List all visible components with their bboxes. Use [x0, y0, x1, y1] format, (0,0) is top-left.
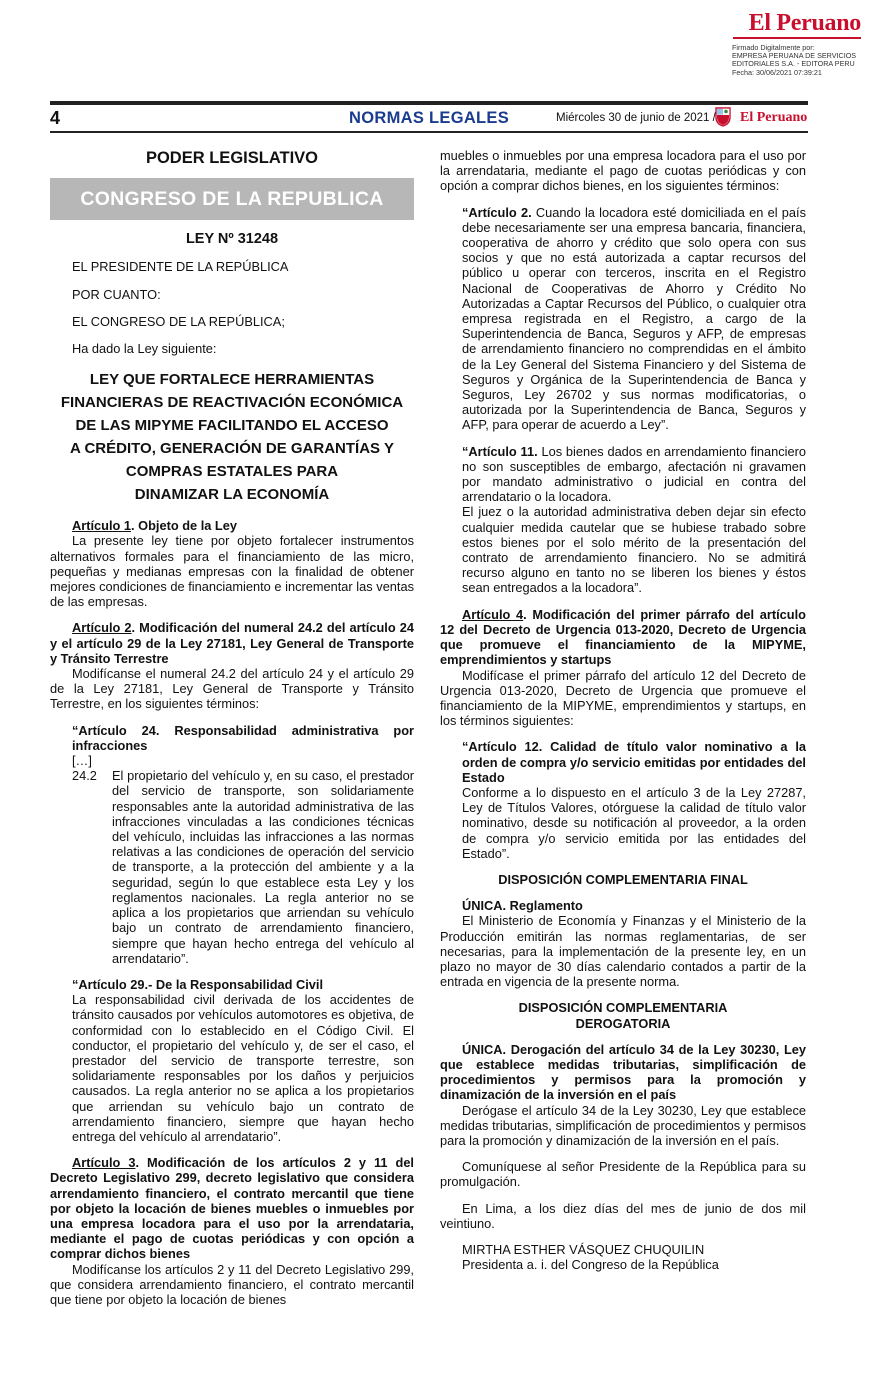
quoted-article-12: [440, 739, 806, 861]
article-heading-text: . Objeto de la Ley: [131, 518, 237, 534]
provision-text: El Ministerio de Economía y Finanzas y el Ministerio de la Producción emitirán las normas reglamentarias, de ser necesarias, para la implementación de la presente ley, en un plazo no mayor de 30 días calendario contados a partir de la entrada en vigencia de la presente norma.: [440, 913, 806, 990]
article-4-text: Modifícase el primer párrafo del artículo 12 del Decreto de Urgencia 013-2020, Decreto de Urgencia que promueve el financiamiento de la MIPYME, emprendimientos y startups, en los términos siguientes:: [440, 667, 806, 729]
digital-signature: [732, 44, 862, 77]
preamble-line: POR CUANTO:: [72, 286, 161, 302]
power-heading: PODER LEGISLATIVO: [145, 149, 319, 167]
quoted-article-text: El juez o la autoridad administrativa deben dejar sin efecto cualquier medida cautelar que se hubiese trabado sobre estos bienes por el solo mérito de la presentación del contrato de arrendamiento financiero. No se admitirá recurso alguno en tanto no se liberen los bienes y éstos sean entregados a la locadora”.: [462, 504, 806, 596]
article-3-continuation: muebles o inmuebles por una empresa locadora para el uso por la arrendataria, mediante el pago de cuotas periódicas y con opción a comprar dichos bienes, en los siguientes términos:: [440, 148, 806, 194]
law-number: LEY Nº 31248: [185, 231, 279, 248]
coat-of-arms-icon: [712, 105, 734, 127]
quoted-article-heading: “Artículo 12. Calidad de título valor nominativo a la orden de compra y/o servicio emitidas por entidades del Estado: [462, 739, 806, 785]
signature-line: Firmado Digitalmente por:: [732, 43, 815, 52]
logo-underline: [733, 37, 861, 39]
numeral-number: 24.2: [72, 768, 97, 784]
quoted-article-2: [440, 205, 806, 596]
article-label: Artículo 4: [462, 606, 524, 622]
quoted-article-text: Los bienes dados en arrendamiento financiero no son susceptibles de embargo, afectación ni gravamen por mandato administrativo o judicial en contra del arrendatario o la locadora.: [462, 443, 807, 505]
article-3-text: Modifícanse los artículos 2 y 11 del Decreto Legislativo 299, que considera arrendamiento financiero, el contrato mercantil que tiene por objeto la locación de bienes: [50, 1261, 414, 1307]
preamble-line: EL PRESIDENTE DE LA REPÚBLICA: [72, 259, 289, 275]
derogatory-heading: [440, 1000, 806, 1030]
quoted-article-text: La responsabilidad civil derivada de los accidentes de tránsito causados por vehículos automotores es objetiva, de conformidad con lo establecido en el Código Civil. El conductor, el propietario del vehículo y, de ser el caso, el prestador del servicio de transporte terrestre, son solidariamente responsables por los daños y perjuicios causados. La regla anterior no se aplica a los propietarios que arriendan su vehículo bajo un contrato de arrendamiento financiero, siempre que hayan hecho entrega del vehículo al arrendatario”.: [72, 992, 414, 1144]
quoted-article-heading: “Artículo 11.: [462, 443, 538, 459]
numeral-24-2: [72, 768, 414, 966]
header-brand: El Peruano: [740, 110, 808, 125]
header-rule-top: [50, 101, 808, 105]
quoted-article-heading: “Artículo 29.- De la Responsabilidad Civil: [72, 976, 324, 992]
derogatory-heading-line: DISPOSICIÓN COMPLEMENTARIA: [518, 1000, 728, 1016]
law-title-line: FINANCIERAS DE REACTIVACIÓN ECONÓMICA: [60, 394, 404, 412]
law-title-line: DINAMIZAR LA ECONOMÍA: [134, 486, 330, 504]
provision-heading: ÚNICA. Reglamento: [462, 898, 583, 914]
article-4-heading: [440, 607, 806, 668]
article-2-text: Modifícanse el numeral 24.2 del artículo 24 y el artículo 29 de la Ley 27181, Ley General de Transporte y Tránsito Terrestre, en los siguientes términos:: [50, 666, 414, 712]
signature-line: EDITORIALES S.A. - EDITORA PERU: [732, 59, 855, 69]
article-heading-text: . Modificación del numeral 24.2 del artículo 24 y el artículo 29 de la Ley 27181, Ley General de Transporte y Tránsito Terrestre: [50, 620, 414, 666]
article-heading-text: . Modificación de los artículos 2 y 11 del Decreto Legislativo 299, decreto legislativo que considera arrendamiento financiero, el contrato mercantil que tiene por objeto la locación de bienes muebles o inmuebles por una empresa locadora para el uso por la arrendataria, mediante el pago de cuotas periódicas y con opción a comprar dichos bienes: [50, 1155, 414, 1262]
right-column: [440, 148, 806, 1272]
signature-line: Fecha: 30/06/2021 07:39:21: [732, 67, 822, 77]
quoted-article-text: Conforme a lo dispuesto en el artículo 3 de la Ley 27287, Ley de Títulos Valores, otórguese la calidad de título valor nominativo, desde su notificación al proveedor, a la orden de compra y/o servicio emitida por las entidades del Estado”.: [462, 784, 806, 861]
quoted-article-text: Cuando la locadora esté domiciliada en el país debe necesariamente ser una empresa bancaria, financiera, cooperativa de ahorro y crédito que solo opera con sus socios y que no está autorizada a captar recursos del público u operar con terceros, inscrita en el Registro Nacional de Cooperativas de Ahorro y Crédito No Autorizadas a Captar Recursos del Público, o cualquier otra empresa registrada en el Registro, a cargo de la Superintendencia de Banca, Seguros y AFP, de empresas de arrendamiento financiero no comprendidas en el ámbito de la Ley General del Sistema Financiero y del Sistema de Seguros y Orgánica de la Superintendencia de Banca y Seguros, Ley 26702 y sus normas modificatorias, o autorizada por la Superintendencia de Banca, Seguros y AFP, para operar de acuerdo a Ley”.: [462, 204, 806, 433]
numeral-text: El propietario del vehículo y, en su caso, el prestador del servicio de transporte, son solidariamente responsables ante la autoridad administrativa de las infracciones vinculadas a las condiciones técnicas del vehículo, incluidas las infracciones a las normas relativas a las condiciones de operación del servicio de transporte, a la protección del ambiente y a la seguridad, según lo que establece esta Ley y los reglamentos nacionales. La regla anterior no se aplica a los propietarios que arriendan su vehículo bajo un contrato de arrendamiento financiero, siempre que hayan hecho entrega del vehículo al arrendatario”.: [112, 768, 414, 966]
preamble-line: Ha dado la Ley siguiente:: [72, 341, 217, 357]
final-provision-heading: DISPOSICIÓN COMPLEMENTARIA FINAL: [498, 871, 748, 887]
header-rule-bottom: [50, 131, 808, 133]
place-date-text: En Lima, a los diez días del mes de junio de dos mil veintiuno.: [440, 1200, 806, 1231]
quoted-article-heading: “Artículo 2.: [462, 204, 532, 220]
promulgation-text: Comuníquese al señor Presidente de la República para su promulgación.: [440, 1159, 806, 1190]
article-1-text: La presente ley tiene por objeto fortalecer instrumentos alternativos formales para el financiamiento de las micro, pequeñas y medianas empresas con la finalidad de obtener mejores condiciones de financiamiento e incrementar las ventas de las empresas.: [50, 533, 414, 610]
article-2-heading: [50, 620, 414, 666]
signature-line: EMPRESA PERUANA DE SERVICIOS: [732, 51, 857, 61]
law-title-line: A CRÉDITO, GENERACIÓN DE GARANTÍAS Y: [70, 440, 394, 458]
law-title: [50, 368, 414, 506]
provision-text: Derógase el artículo 34 de la Ley 30230, Ley que establece medidas tributarias, simplificación de procedimientos y permisos para la promoción y dinamización de la inversión en el país.: [440, 1102, 806, 1148]
congress-banner: CONGRESO DE LA REPUBLICA: [50, 178, 414, 220]
law-title-line: DE LAS MIPYME FACILITANDO EL ACCESO: [75, 417, 389, 435]
article-label: Artículo 3: [72, 1155, 136, 1171]
ellipsis: […]: [72, 753, 92, 769]
article-3-heading: [50, 1155, 414, 1261]
quoted-article-24: [50, 723, 414, 1144]
derogatory-heading-line: DEROGATORIA: [575, 1015, 671, 1031]
signer-name: MIRTHA ESTHER VÁSQUEZ CHUQUILIN: [462, 1242, 705, 1257]
page-number: 4: [50, 108, 61, 128]
signer-title: Presidenta a. i. del Congreso de la República: [462, 1257, 719, 1273]
law-title-line: COMPRAS ESTATALES PARA: [125, 463, 339, 481]
provision-heading: ÚNICA. Derogación del artículo 34 de la Ley 30230, Ley que establece medidas tributarias, simplificación de procedimientos y permisos para la promoción y dinamización de la inversión en el país: [440, 1041, 806, 1103]
left-column: [50, 148, 414, 1307]
article-1-heading: [50, 518, 414, 533]
article-label: Artículo 1: [72, 518, 132, 534]
preamble-line: EL CONGRESO DE LA REPÚBLICA;: [72, 313, 285, 329]
article-heading-text: . Modificación del primer párrafo del artículo 12 del Decreto de Urgencia 013-2020, Decreto de Urgencia que promueve el financiamiento de la MIPYME, emprendimientos y startups: [440, 606, 806, 668]
article-label: Artículo 2: [72, 620, 132, 636]
header-date: Miércoles 30 de junio de 2021 /: [556, 112, 716, 124]
quoted-article-heading: “Artículo 24. Responsabilidad administrativa por infracciones: [72, 722, 414, 753]
law-title-line: LEY QUE FORTALECE HERRAMIENTAS: [89, 371, 375, 389]
el-peruano-logo: El Peruano: [748, 10, 861, 36]
section-title: NORMAS LEGALES: [349, 109, 510, 127]
